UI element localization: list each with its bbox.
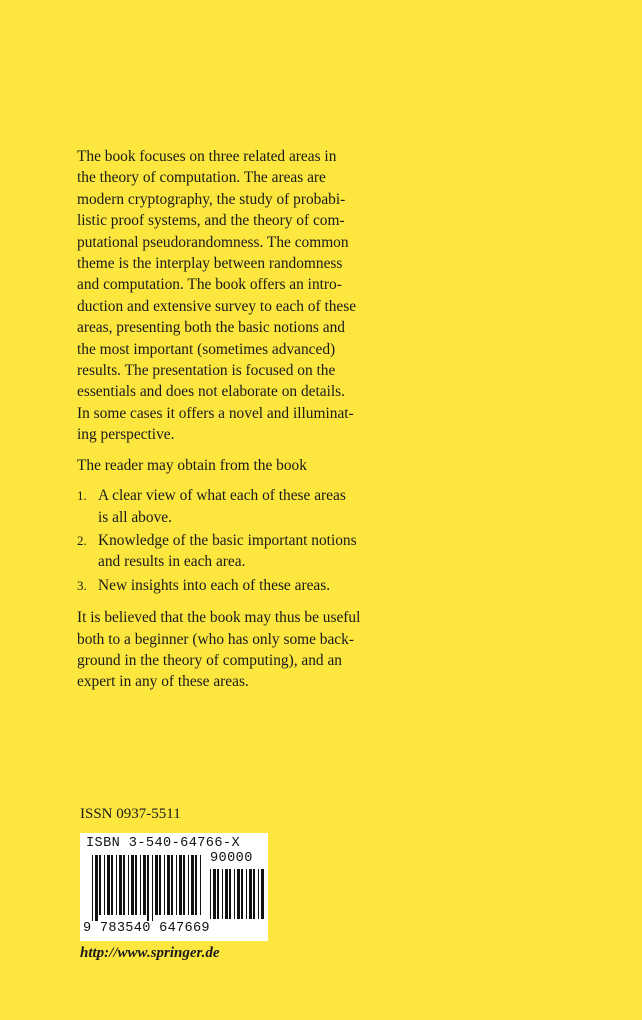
barcode-bar — [210, 869, 211, 919]
barcode-bar — [195, 855, 197, 915]
barcode-bar — [229, 869, 231, 919]
issn-label: ISSN 0937-5511 — [80, 806, 181, 822]
text-line: The reader may obtain from the book — [77, 456, 307, 474]
barcode-bar — [128, 855, 129, 915]
text-line: A clear view of what each of these areas — [98, 487, 346, 505]
blurb-paragraph-2 — [77, 455, 417, 476]
barcode-bar — [171, 855, 173, 915]
barcode-bar — [104, 855, 105, 915]
text-line: expert in any of these areas. — [77, 673, 249, 691]
barcode-bar — [191, 855, 194, 915]
text-line: areas, presenting both the basic notions and — [77, 319, 345, 337]
text-line: the theory of computation. The areas are — [77, 169, 326, 187]
barcode-bar — [152, 855, 153, 921]
barcode-bar — [143, 855, 146, 915]
benefits-list — [77, 485, 417, 596]
barcode-bar — [167, 855, 170, 915]
barcode-bar — [131, 855, 134, 915]
list-item — [77, 575, 417, 596]
barcode-bar — [241, 869, 243, 919]
text-line: putational pseudorandomness. The common — [77, 233, 349, 251]
barcode-bar — [179, 855, 182, 915]
barcode-bar — [188, 855, 189, 915]
blurb-paragraph-3 — [77, 607, 417, 693]
barcode-bar — [200, 855, 201, 915]
barcode-bar — [258, 869, 259, 919]
barcode-bar — [225, 869, 228, 919]
publisher-url: http://www.springer.de — [80, 945, 220, 961]
list-item — [77, 485, 417, 528]
text-line: New insights into each of these areas. — [98, 576, 331, 594]
barcode-bar — [261, 869, 264, 919]
text-line: duction and extensive survey to each of these — [77, 297, 357, 315]
barcode-bar — [164, 855, 165, 915]
barcode-ean-text: 9 783540 647669 — [83, 921, 210, 936]
barcode-bar — [99, 855, 101, 915]
text-line: and computation. The book offers an intro- — [77, 276, 342, 294]
text-line: ground in the theory of computing), and an — [77, 651, 342, 669]
text-line: results. The presentation is focused on the — [77, 362, 336, 380]
text-line: is all above. — [98, 508, 172, 526]
text-line: modern cryptography, the study of probabi- — [77, 190, 346, 208]
barcode-bar — [249, 869, 252, 919]
barcode-bar — [213, 869, 216, 919]
barcode-bar — [222, 869, 223, 919]
list-number: 2. — [77, 532, 87, 548]
paragraph-spacer — [77, 446, 417, 455]
text-line: Knowledge of the basic important notions — [98, 531, 357, 549]
text-line: both to a beginner (who has only some back- — [77, 630, 354, 648]
barcode-bar — [95, 855, 98, 921]
text-line: In some cases it offers a novel and illuminat- — [77, 404, 354, 422]
barcode-bar — [116, 855, 117, 915]
text-line: essentials and does not elaborate on details. — [77, 383, 345, 401]
text-line: The book focuses on three related areas in — [77, 148, 337, 165]
barcode-bar — [147, 855, 149, 921]
barcode-bar — [183, 855, 185, 915]
barcode-bar — [253, 869, 255, 919]
barcode-bar — [123, 855, 125, 915]
barcode-bar — [246, 869, 247, 919]
paragraph-spacer — [77, 476, 417, 485]
barcode-bar — [140, 855, 141, 915]
barcode-bar — [234, 869, 235, 919]
text-line: the most important (sometimes advanced) — [77, 340, 336, 358]
barcode-bar — [135, 855, 137, 915]
paragraph-spacer — [77, 598, 417, 607]
text-line: ing perspective. — [77, 426, 175, 444]
list-item — [77, 530, 417, 573]
text-line: It is believed that the book may thus be useful — [77, 609, 361, 627]
list-number: 1. — [77, 488, 87, 504]
barcode-bar — [176, 855, 177, 915]
isbn-barcode — [80, 833, 268, 941]
blurb-paragraph-1 — [77, 146, 417, 446]
barcode-bar — [155, 855, 158, 915]
barcode-bar — [217, 869, 219, 919]
barcode-bar — [107, 855, 110, 915]
barcode-bar — [237, 869, 240, 919]
barcode-bar — [159, 855, 161, 915]
text-line: theme is the interplay between randomness — [77, 255, 343, 273]
barcode-bar — [92, 855, 93, 921]
list-number: 3. — [77, 577, 87, 593]
text-line: and results in each area. — [98, 553, 246, 571]
barcode-isbn-text: ISBN 3-540-64766-X — [86, 836, 241, 851]
barcode-addon-text: 90000 — [210, 851, 253, 866]
back-cover-blurb — [77, 146, 417, 693]
barcode-bar — [119, 855, 122, 915]
text-line: listic proof systems, and the theory of com- — [77, 212, 345, 230]
barcode-bar — [111, 855, 113, 915]
